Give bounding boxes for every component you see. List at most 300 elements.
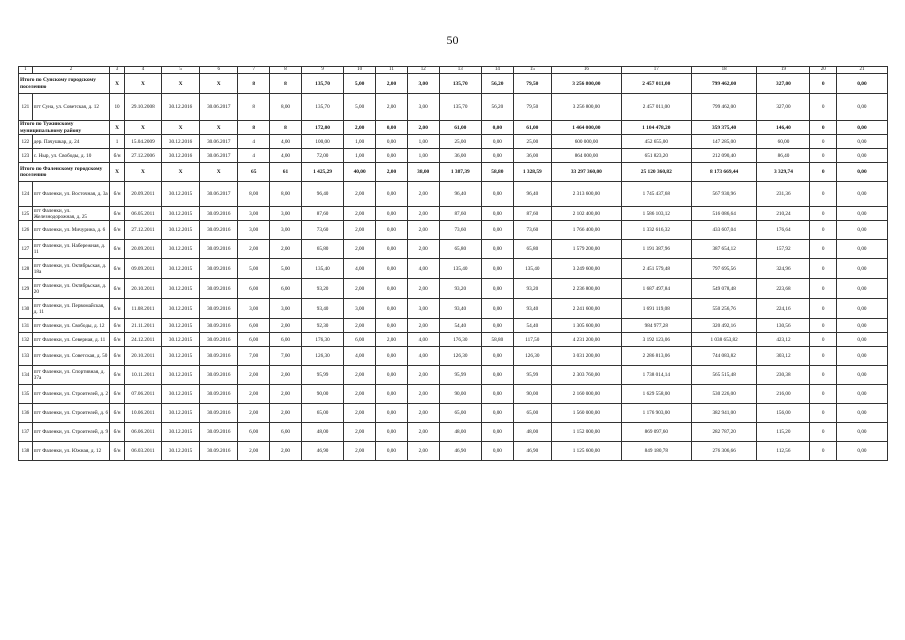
table-cell: 48,00: [439, 423, 481, 442]
table-row: [19, 149, 888, 163]
table-cell: 0: [810, 442, 836, 461]
table-cell: 600 000,00: [551, 135, 621, 149]
table-cell: 2,00: [344, 279, 376, 299]
table-cell: 0: [810, 149, 836, 163]
table-cell: 2 313 600,00: [551, 182, 621, 207]
table-cell: 2,00: [270, 319, 302, 333]
table-cell: 30.06.2017: [200, 149, 238, 163]
table-cell: X: [124, 74, 161, 94]
address-cell: пгт Фаленки, ул. Первомайская, д. 11: [32, 299, 109, 319]
table-cell: 21.11.2011: [124, 319, 161, 333]
table-cell: 849 180,78: [621, 442, 691, 461]
table-cell: 0: [810, 163, 836, 182]
table-cell: 0: [810, 333, 836, 347]
table-cell: 8: [238, 74, 270, 94]
table-cell: 30.12.2016: [162, 94, 200, 121]
table-cell: 2,00: [407, 404, 439, 423]
table-cell: 3,00: [407, 74, 439, 94]
table-cell: 92,30: [301, 319, 343, 333]
table-cell: 135,40: [513, 259, 551, 279]
table-cell: 1 745 437,68: [621, 182, 691, 207]
table-row: [19, 385, 888, 404]
table-cell: 30.12.2015: [162, 333, 200, 347]
table-cell: 95,99: [439, 366, 481, 385]
table-cell: 30.12.2016: [162, 135, 200, 149]
table-cell: 30.09.2016: [200, 366, 238, 385]
table-cell: 30.06.2017: [200, 94, 238, 121]
table-cell: 93,20: [439, 279, 481, 299]
table-cell: 0,00: [836, 279, 887, 299]
table-cell: 1 038 653,82: [691, 333, 757, 347]
row-number: 138: [19, 442, 33, 461]
table-cell: 0,00: [836, 259, 887, 279]
table-cell: 1 464 000,00: [551, 121, 621, 135]
table-cell: 2,00: [407, 279, 439, 299]
table-cell: 147 285,00: [691, 135, 757, 149]
table-cell: 7,00: [238, 347, 270, 366]
table-cell: 2,00: [344, 240, 376, 259]
table-cell: 1 328,59: [513, 163, 551, 182]
table-cell: 0,00: [836, 385, 887, 404]
table-cell: 6,00: [238, 423, 270, 442]
table-cell: X: [110, 74, 125, 94]
table-row: [19, 259, 888, 279]
address-cell: пгт Фаленки, ул. Строителей, д. 6: [32, 404, 109, 423]
table-cell: 0: [810, 366, 836, 385]
table-cell: 30.12.2015: [162, 299, 200, 319]
table-cell: 87,60: [513, 207, 551, 221]
table-cell: 176,30: [301, 333, 343, 347]
table-cell: 30.09.2016: [200, 442, 238, 461]
table-cell: 27.12.2011: [124, 221, 161, 240]
table-cell: 30.12.2015: [162, 423, 200, 442]
table-cell: 30.09.2016: [200, 385, 238, 404]
table-cell: 2,00: [407, 240, 439, 259]
table-cell: 87,60: [301, 207, 343, 221]
table-cell: 157,92: [757, 240, 810, 259]
table-cell: 06.03.2011: [124, 442, 161, 461]
table-cell: 93,40: [513, 299, 551, 319]
table-cell: 2 236 800,00: [551, 279, 621, 299]
address-cell: пгт Фаленки, ул. Октябрьская, д. 18а: [32, 259, 109, 279]
subtotal-row: [19, 74, 888, 94]
table-cell: 0,00: [376, 366, 408, 385]
table-cell: 54,40: [439, 319, 481, 333]
table-cell: 30.09.2016: [200, 221, 238, 240]
table-cell: 30.09.2016: [200, 207, 238, 221]
table-cell: 30.06.2017: [200, 135, 238, 149]
table-cell: 0: [810, 404, 836, 423]
table-cell: 651 823,20: [621, 149, 691, 163]
table-cell: 54,40: [513, 319, 551, 333]
table-cell: 2,00: [376, 333, 408, 347]
table-cell: 93,40: [439, 299, 481, 319]
table-cell: 0,00: [481, 404, 513, 423]
table-cell: 0,00: [836, 442, 887, 461]
address-cell: пгт Фаленки, ул. Строителей, д. 2: [32, 385, 109, 404]
table-cell: 0,00: [376, 423, 408, 442]
column-number: 13: [439, 67, 481, 74]
table-cell: 0: [810, 347, 836, 366]
table-cell: 2,00: [344, 319, 376, 333]
table-row: [19, 221, 888, 240]
table-cell: 7,00: [270, 347, 302, 366]
row-number: 132: [19, 333, 33, 347]
table-cell: 06.05.2011: [124, 207, 161, 221]
table-cell: 0,00: [376, 121, 408, 135]
table-cell: б/н: [110, 423, 125, 442]
table-cell: 216,00: [757, 385, 810, 404]
subtotal-label: Итого по Тужинскому муниципальному району: [19, 121, 110, 135]
table-cell: 56,20: [481, 94, 513, 121]
table-cell: 90,00: [301, 385, 343, 404]
table-cell: 30.09.2016: [200, 279, 238, 299]
table-cell: 0: [810, 74, 836, 94]
table-cell: X: [162, 121, 200, 135]
table-cell: 96,40: [513, 182, 551, 207]
table-cell: 3,00: [270, 221, 302, 240]
table-cell: 1,00: [344, 135, 376, 149]
address-cell: пгт Фаленки, ул. Южная, д. 12: [32, 442, 109, 461]
table-cell: 176,30: [439, 333, 481, 347]
column-number: 1: [19, 67, 33, 74]
table-cell: 3,00: [238, 207, 270, 221]
column-number: 9: [301, 67, 343, 74]
table-cell: 30.12.2015: [162, 279, 200, 299]
column-number-row: [19, 67, 888, 74]
row-number: 125: [19, 207, 33, 221]
table-cell: 6,00: [238, 279, 270, 299]
row-number: 129: [19, 279, 33, 299]
table-cell: X: [110, 121, 125, 135]
column-number: 2: [32, 67, 109, 74]
table-cell: 303,12: [757, 347, 810, 366]
table-cell: 30.12.2015: [162, 259, 200, 279]
table-cell: 3 256 800,00: [551, 74, 621, 94]
table-cell: 79,50: [513, 94, 551, 121]
table-cell: 65,80: [301, 240, 343, 259]
table-cell: б/н: [110, 149, 125, 163]
table-cell: 8: [238, 121, 270, 135]
table-cell: 0,00: [481, 149, 513, 163]
table-cell: 65,00: [301, 404, 343, 423]
row-number: 123: [19, 149, 33, 163]
table-cell: 1 176 903,00: [621, 404, 691, 423]
address-cell: пгт Фаленки, ул. Северная, д. 11: [32, 333, 109, 347]
row-number: 127: [19, 240, 33, 259]
table-cell: 6,00: [238, 319, 270, 333]
table-cell: 2,00: [407, 385, 439, 404]
table-cell: 65: [238, 163, 270, 182]
table-cell: 2,00: [344, 404, 376, 423]
row-number: 128: [19, 259, 33, 279]
table-cell: 4,00: [407, 259, 439, 279]
table-cell: 0,00: [376, 149, 408, 163]
table-cell: 0,00: [481, 207, 513, 221]
table-cell: 156,00: [757, 404, 810, 423]
table-cell: 3 256 800,00: [551, 94, 621, 121]
table-cell: 0,00: [836, 135, 887, 149]
table-cell: 4: [238, 135, 270, 149]
address-cell: пгт Фаленки, ул. Советская, д. 50: [32, 347, 109, 366]
table-cell: 6,00: [238, 333, 270, 347]
table-cell: 0,00: [376, 404, 408, 423]
table-cell: 25 120 360,82: [621, 163, 691, 182]
table-cell: 36,00: [513, 149, 551, 163]
table-cell: 5,00: [238, 259, 270, 279]
address-cell: пгт Фаленки, ул. Набережная, д. 11: [32, 240, 109, 259]
table-cell: б/н: [110, 366, 125, 385]
table-cell: 1 629 558,00: [621, 385, 691, 404]
table-cell: 4,00: [344, 347, 376, 366]
table-cell: 1 425,29: [301, 163, 343, 182]
table-cell: 90,00: [439, 385, 481, 404]
table-cell: 0,00: [376, 221, 408, 240]
table-cell: 0,00: [376, 442, 408, 461]
table-cell: 744 083,82: [691, 347, 757, 366]
table-cell: 95,99: [513, 366, 551, 385]
row-number: 133: [19, 347, 33, 366]
table-cell: X: [200, 163, 238, 182]
table-cell: 48,00: [301, 423, 343, 442]
row-number: 121: [19, 94, 33, 121]
table-cell: 30.09.2016: [200, 240, 238, 259]
row-number: 136: [19, 404, 33, 423]
table-row: [19, 279, 888, 299]
table-cell: 30.09.2016: [200, 259, 238, 279]
table-cell: б/н: [110, 347, 125, 366]
table-cell: 1,00: [407, 135, 439, 149]
table-cell: 126,30: [301, 347, 343, 366]
table-cell: 0,00: [481, 182, 513, 207]
table-cell: 30.12.2015: [162, 366, 200, 385]
table-cell: 0,00: [836, 423, 887, 442]
table-cell: 117,50: [513, 333, 551, 347]
address-cell: пгт Фаленки, ул. Мичурина, д. 6: [32, 221, 109, 240]
table-cell: 176,64: [757, 221, 810, 240]
table-cell: 1 579 200,00: [551, 240, 621, 259]
table-cell: 27.12.2006: [124, 149, 161, 163]
column-number: 21: [836, 67, 887, 74]
table-cell: 3 249 600,00: [551, 259, 621, 279]
table-cell: 4,00: [270, 135, 302, 149]
table-cell: 79,50: [513, 74, 551, 94]
table-cell: 30.09.2016: [200, 319, 238, 333]
table-cell: 282 787,20: [691, 423, 757, 442]
column-number: 4: [124, 67, 161, 74]
table-cell: 40,00: [344, 163, 376, 182]
table-cell: 5,00: [344, 74, 376, 94]
table-cell: 0,00: [836, 207, 887, 221]
table-cell: 864 000,00: [551, 149, 621, 163]
table-cell: 0,00: [481, 135, 513, 149]
column-number: 10: [344, 67, 376, 74]
table-cell: 61: [270, 163, 302, 182]
table-cell: 0,00: [836, 347, 887, 366]
table-cell: 0,00: [481, 385, 513, 404]
table-cell: 11.08.2011: [124, 299, 161, 319]
table-cell: 984 977,28: [621, 319, 691, 333]
table-cell: X: [124, 121, 161, 135]
table-cell: 3 031 200,00: [551, 347, 621, 366]
table-cell: 2 457 011,00: [621, 74, 691, 94]
row-number: 130: [19, 299, 33, 319]
table-cell: 2,00: [407, 442, 439, 461]
table-cell: 1 586 103,12: [621, 207, 691, 221]
table-cell: 0,00: [836, 240, 887, 259]
table-cell: 565 515,48: [691, 366, 757, 385]
table-cell: 2,00: [407, 221, 439, 240]
table-cell: 0,00: [481, 319, 513, 333]
table-cell: 6,00: [344, 333, 376, 347]
table-cell: 2,00: [344, 207, 376, 221]
table-cell: 10: [110, 94, 125, 121]
table-cell: 0: [810, 385, 836, 404]
table-cell: 8,00: [270, 182, 302, 207]
table-cell: 8: [238, 94, 270, 121]
subtotal-label: Итого по Сунскому городскому поселению: [19, 74, 110, 94]
table-cell: 4,00: [344, 259, 376, 279]
table-cell: 0,00: [836, 121, 887, 135]
table-cell: б/н: [110, 221, 125, 240]
table-cell: 61,00: [513, 121, 551, 135]
table-cell: 0,00: [836, 74, 887, 94]
table-cell: 0,00: [481, 121, 513, 135]
table-cell: 869 097,60: [621, 423, 691, 442]
table-cell: 86,40: [757, 149, 810, 163]
table-cell: 1 687 497,84: [621, 279, 691, 299]
table-cell: 10.06.2011: [124, 404, 161, 423]
table-cell: 0,00: [481, 366, 513, 385]
table-cell: 212 090,40: [691, 149, 757, 163]
table-cell: б/н: [110, 404, 125, 423]
table-cell: 0,00: [376, 182, 408, 207]
table-cell: 4: [238, 149, 270, 163]
table-row: [19, 347, 888, 366]
table-cell: б/н: [110, 333, 125, 347]
table-cell: 15.04.2009: [124, 135, 161, 149]
table-cell: 0,00: [836, 333, 887, 347]
table-cell: X: [124, 163, 161, 182]
table-cell: 1 125 600,00: [551, 442, 621, 461]
table-cell: 320 492,16: [691, 319, 757, 333]
table-cell: 0: [810, 94, 836, 121]
table-cell: 30.09.2016: [200, 347, 238, 366]
table-row: [19, 442, 888, 461]
table-cell: 1 738 014,14: [621, 366, 691, 385]
table-cell: 30.12.2015: [162, 442, 200, 461]
table-cell: X: [162, 163, 200, 182]
table-cell: 112,56: [757, 442, 810, 461]
table-cell: 0,00: [836, 94, 887, 121]
table-cell: 56,20: [481, 74, 513, 94]
table-row: [19, 240, 888, 259]
table-cell: 2,00: [238, 366, 270, 385]
table-cell: 20.09.2011: [124, 182, 161, 207]
table-cell: 2,00: [344, 121, 376, 135]
table-cell: 210,24: [757, 207, 810, 221]
subtotal-row: [19, 163, 888, 182]
table-cell: 30.12.2015: [162, 385, 200, 404]
table-cell: 799 462,00: [691, 74, 757, 94]
table-cell: 0,00: [836, 404, 887, 423]
table-row: [19, 182, 888, 207]
table-cell: б/н: [110, 240, 125, 259]
table-cell: 2 241 600,00: [551, 299, 621, 319]
table-cell: 549 078,48: [691, 279, 757, 299]
table-cell: 72,00: [301, 149, 343, 163]
table-row: [19, 319, 888, 333]
table-cell: 0,00: [376, 240, 408, 259]
row-number: 122: [19, 135, 33, 149]
table-cell: 0: [810, 207, 836, 221]
table-cell: 2 457 011,00: [621, 94, 691, 121]
table-cell: 1 387,39: [439, 163, 481, 182]
table-cell: 30.12.2015: [162, 404, 200, 423]
table-cell: 38,00: [407, 163, 439, 182]
table-cell: 0,00: [376, 319, 408, 333]
table-cell: 0: [810, 423, 836, 442]
table-cell: 46,90: [439, 442, 481, 461]
table-cell: 73,60: [301, 221, 343, 240]
table-cell: 1 104 478,20: [621, 121, 691, 135]
address-cell: пгт Фаленки, ул. Свободы, д. 12: [32, 319, 109, 333]
table-cell: 2,00: [344, 442, 376, 461]
table-cell: 0,00: [376, 135, 408, 149]
table-cell: 2,00: [376, 74, 408, 94]
column-number: 12: [407, 67, 439, 74]
table-cell: 0,00: [376, 259, 408, 279]
table-cell: 230,38: [757, 366, 810, 385]
table-cell: 4,00: [407, 347, 439, 366]
table-cell: 2,00: [270, 385, 302, 404]
table-cell: 0: [810, 121, 836, 135]
table-cell: 0,00: [836, 319, 887, 333]
table-cell: 0: [810, 240, 836, 259]
table-cell: 0: [810, 135, 836, 149]
table-cell: 2 102 400,00: [551, 207, 621, 221]
column-number: 14: [481, 67, 513, 74]
table-cell: 6,00: [270, 423, 302, 442]
table-row: [19, 423, 888, 442]
column-number: 19: [757, 67, 810, 74]
table-cell: 550 256,76: [691, 299, 757, 319]
table-cell: б/н: [110, 442, 125, 461]
table-row: [19, 404, 888, 423]
row-number: 124: [19, 182, 33, 207]
table-cell: 135,40: [301, 259, 343, 279]
table-cell: 2,00: [270, 442, 302, 461]
table-cell: 30.12.2015: [162, 347, 200, 366]
row-number: 126: [19, 221, 33, 240]
address-cell: пгт Фаленки, ул. Строителей, д. 9: [32, 423, 109, 442]
table-row: [19, 94, 888, 121]
table-cell: 58,80: [481, 163, 513, 182]
table-cell: 4 231 200,00: [551, 333, 621, 347]
table-row: [19, 135, 888, 149]
table-cell: 0,00: [376, 385, 408, 404]
table-cell: 2,00: [270, 366, 302, 385]
table-cell: 30.06.2017: [200, 182, 238, 207]
table-cell: 30.09.2016: [200, 404, 238, 423]
table-cell: 130,56: [757, 319, 810, 333]
table-cell: 6,00: [270, 279, 302, 299]
table-cell: 327,00: [757, 74, 810, 94]
table-cell: 6,00: [270, 333, 302, 347]
table-cell: 2,00: [270, 240, 302, 259]
table-cell: 30.12.2015: [162, 319, 200, 333]
address-cell: пгт Фаленки, ул. Спортивная, д. 37а: [32, 366, 109, 385]
